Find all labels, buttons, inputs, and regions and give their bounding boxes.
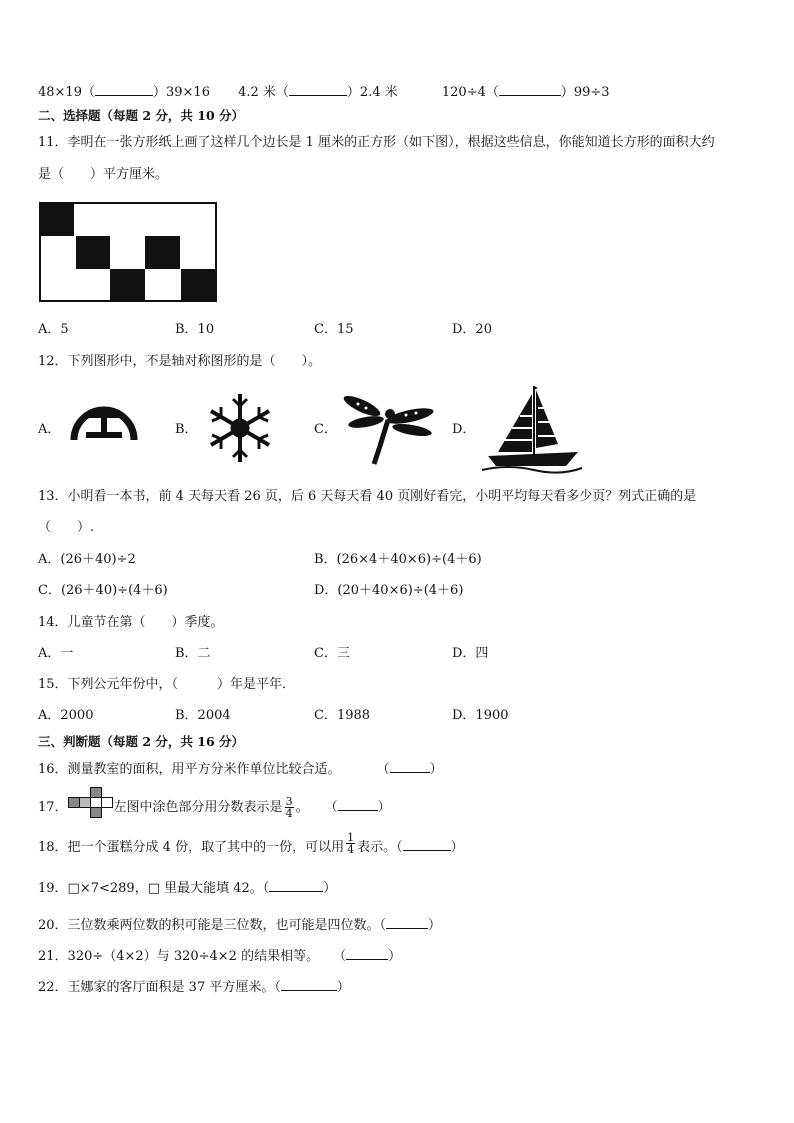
answer-blank[interactable]: [499, 83, 561, 96]
snowflake-icon: [200, 388, 280, 468]
dragonfly-icon: [340, 390, 436, 470]
q18-text: 18．把一个蛋糕分成 4 份，取了其中的一份，可以用: [38, 840, 345, 855]
q22-text: 22．王娜家的客厅面积是 37 平方厘米。（: [38, 980, 281, 995]
compare-1: 48×19（ ）39×16: [38, 85, 210, 100]
q19: 19．□×7<289，□ 里最大能填 42。（ ）: [38, 881, 337, 896]
q14-option-a[interactable]: A．一: [38, 646, 74, 661]
q20-text: 20．三位数乘两位数的积可能是三位数，也可能是四位数。（: [38, 918, 387, 933]
q12-option-d-label[interactable]: D．: [452, 422, 476, 437]
q13-option-c[interactable]: C．(26＋40)÷(4＋6): [38, 583, 168, 598]
q14-text: 14．儿童节在第（ ）季度。: [38, 615, 224, 630]
q15-option-a[interactable]: A．2000: [38, 708, 94, 723]
q18: 18．把一个蛋糕分成 4 份，取了其中的一份，可以用 $\frac{1}{4}$ 表示。（ ）: [38, 831, 464, 856]
q11-option-d[interactable]: D．20: [452, 322, 492, 337]
rectangle-squares-figure: [39, 202, 219, 304]
q14-option-b[interactable]: B．二: [175, 646, 211, 661]
q21: 21．320÷（4×2）与 320÷4×2 的结果相等。 （ ）: [38, 949, 402, 964]
q13-option-d[interactable]: D．(20＋40×6)÷(4＋6): [314, 583, 464, 598]
q17-text: 左图中涂色部分用分数表示是: [113, 800, 283, 815]
compare-2: 4.2 米（ ）2.4 米: [238, 85, 398, 100]
section-2-title: 二、选择题（每题 2 分，共 10 分）: [38, 108, 245, 123]
fraction: $\frac{1}{4}$: [347, 831, 355, 856]
q16: 16．测量教室的面积，用平方分米作单位比较合适。 （ ）: [38, 762, 443, 777]
q21-text: 21．320÷（4×2）与 320÷4×2 的结果相等。: [38, 949, 320, 964]
answer-blank[interactable]: [386, 916, 428, 929]
answer-blank[interactable]: [95, 83, 153, 96]
q11-text-line2: 是（ ）平方厘米。: [38, 167, 169, 182]
q13-option-b[interactable]: B．(26×4＋40×6)÷(4＋6): [314, 552, 482, 567]
answer-blank[interactable]: [403, 838, 451, 851]
q15-text: 15．下列公元年份中，（ ）年是平年．: [38, 677, 296, 692]
answer-blank[interactable]: [281, 978, 337, 991]
q15-option-c[interactable]: C．1988: [314, 708, 371, 723]
metro-logo-icon: [64, 390, 144, 446]
answer-blank[interactable]: [269, 879, 323, 892]
q12-option-a-label[interactable]: A．: [38, 422, 61, 437]
compare-row: [38, 83, 610, 101]
q11-text-line1: 11．李明在一张方形纸上画了这样几个边长是 1 厘米的正方形（如下图），根据这些信息，你能知道长方形的面积大约: [38, 135, 715, 150]
q11-option-c[interactable]: C．15: [314, 322, 354, 337]
answer-blank[interactable]: [289, 83, 347, 96]
q15-option-d[interactable]: D．1900: [452, 708, 509, 723]
q11-option-b[interactable]: B．10: [175, 322, 215, 337]
q13-text-line1: 13．小明看一本书，前 4 天每天看 26 页，后 6 天每天看 40 页刚好看完，小明平均每天看多少页？列式正确的是: [38, 489, 697, 504]
q19-text: 19．□×7<289，□ 里最大能填 42。（: [38, 881, 270, 896]
answer-blank[interactable]: [346, 947, 388, 960]
q17: 17． 左图中涂色部分用分数表示是 $\frac{3}{4}$ 。 （ ）: [38, 796, 391, 819]
q12-option-c-label[interactable]: C．: [314, 422, 337, 437]
answer-blank[interactable]: [338, 798, 378, 811]
grid-figure: [68, 787, 114, 819]
q11-option-a[interactable]: A．5: [38, 322, 69, 337]
fraction: $\frac{3}{4}$: [285, 795, 293, 820]
q13-text-line2: （ ）.: [38, 520, 95, 535]
q13-option-a[interactable]: A．(26＋40)÷2: [38, 552, 136, 567]
sailboat-icon: [478, 382, 584, 474]
answer-blank[interactable]: [390, 760, 430, 773]
q14-option-d[interactable]: D．四: [452, 646, 489, 661]
q15-option-b[interactable]: B．2004: [175, 708, 231, 723]
compare-3: 120÷4（ ）99÷3: [441, 85, 610, 100]
q14-option-c[interactable]: C．三: [314, 646, 350, 661]
q12-option-b-label[interactable]: B．: [175, 422, 198, 437]
section-3-title: 三、判断题（每题 2 分，共 16 分）: [38, 734, 245, 749]
q12-text: 12．下列图形中，不是轴对称图形的是（ ）。: [38, 354, 322, 369]
q16-text: 16．测量教室的面积，用平方分米作单位比较合适。: [38, 762, 341, 777]
q20: 20．三位数乘两位数的积可能是三位数，也可能是四位数。（ ）: [38, 918, 442, 933]
q22: 22．王娜家的客厅面积是 37 平方厘米。（ ）: [38, 980, 350, 995]
